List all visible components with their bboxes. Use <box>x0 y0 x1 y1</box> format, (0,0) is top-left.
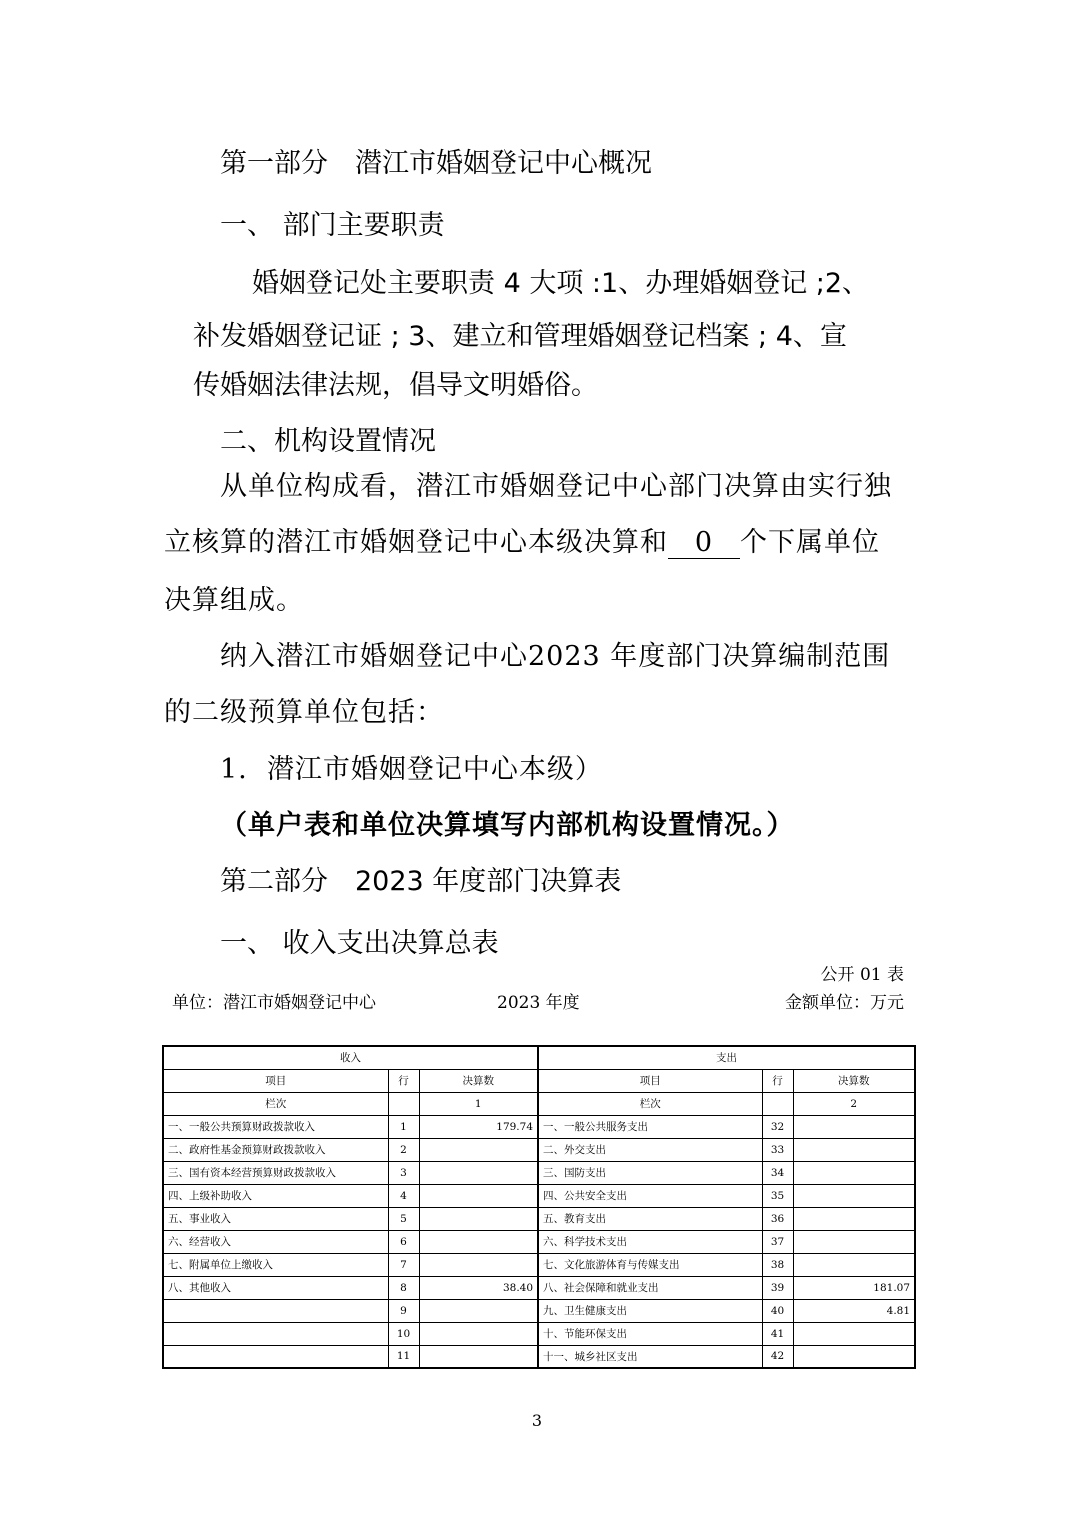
expense-amount <box>793 1253 915 1276</box>
expense-amount <box>793 1345 915 1368</box>
scope-para-line-2: 的二级预算单位包括： <box>164 697 444 728</box>
income-item: 一、一般公共预算财政拨款收入 <box>163 1115 388 1138</box>
org-para-line-1 <box>220 464 892 503</box>
income-item: 三、国有资本经营预算财政拨款收入 <box>163 1161 388 1184</box>
expense-row-no: 35 <box>762 1184 793 1207</box>
income-row-no: 10 <box>388 1322 419 1345</box>
scope-para-text: 纳入 <box>220 641 276 672</box>
income-item <box>163 1322 388 1345</box>
income-row-no: 11 <box>388 1345 419 1368</box>
expense-row-col: 行 <box>762 1069 793 1092</box>
expense-amount <box>793 1207 915 1230</box>
unit-name: 潜江市婚姻登记中心 <box>276 641 528 672</box>
income-item <box>163 1299 388 1322</box>
expense-item: 三、国防支出 <box>538 1161 762 1184</box>
expense-amount <box>793 1138 915 1161</box>
expense-amount <box>793 1184 915 1207</box>
part2-title: 第二部分 2023 年度部门决算表 <box>220 866 622 897</box>
income-item: 四、上级补助收入 <box>163 1184 388 1207</box>
org-para-line-3: 决算组成。 <box>164 585 304 616</box>
income-amount: 179.74 <box>419 1115 538 1138</box>
expense-row-no: 34 <box>762 1161 793 1184</box>
org-para-text: 部门决算由实行独 <box>668 471 892 502</box>
expense-amount: 181.07 <box>793 1276 915 1299</box>
org-para-text: 从单位构成看， <box>220 471 416 502</box>
unit-name: 潜江市婚姻登记中心 <box>266 754 519 785</box>
table-row <box>163 1299 915 1322</box>
table-unit: 单位：潜江市婚姻登记中心 <box>172 993 376 1013</box>
expense-item-col: 项目 <box>538 1069 762 1092</box>
income-amount <box>419 1207 538 1230</box>
expense-item: 九、卫生健康支出 <box>538 1299 762 1322</box>
income-item <box>163 1345 388 1368</box>
income-amount <box>419 1345 538 1368</box>
table-row <box>163 1184 915 1207</box>
expense-header: 支出 <box>538 1046 915 1069</box>
income-amount-col: 决算数 <box>419 1069 538 1092</box>
table-year: 2023 年度 <box>497 993 580 1013</box>
note-text: （单户表和单位决算填写内部机构设置情况。） <box>220 810 795 841</box>
scope-para-line-1 <box>220 634 890 673</box>
unit-name: 潜江市婚姻登记中心 <box>416 471 668 502</box>
expense-item: 八、社会保障和就业支出 <box>538 1276 762 1299</box>
income-amount: 38.40 <box>419 1276 538 1299</box>
table-code: 公开 01 表 <box>820 965 904 985</box>
budget-unit-list-item <box>220 747 603 786</box>
income-row-no: 2 <box>388 1138 419 1161</box>
list-item-suffix: 本级） <box>518 754 603 785</box>
table-row <box>163 1345 915 1368</box>
table-row <box>163 1253 915 1276</box>
income-expense-table <box>162 1045 916 1369</box>
org-para-text: 本级决算和 <box>528 527 668 558</box>
income-amount <box>419 1161 538 1184</box>
expense-seq-no: 2 <box>793 1092 915 1115</box>
table-row <box>163 1322 915 1345</box>
income-seq-row <box>388 1092 419 1115</box>
income-header: 收入 <box>163 1046 538 1069</box>
expense-row-no: 38 <box>762 1253 793 1276</box>
expense-item: 五、教育支出 <box>538 1207 762 1230</box>
income-row-no: 1 <box>388 1115 419 1138</box>
income-item-col: 项目 <box>163 1069 388 1092</box>
duties-line-3: 传婚姻法律法规，倡导文明婚俗。 <box>193 370 598 401</box>
table-row <box>163 1115 915 1138</box>
page-number: 3 <box>531 1411 543 1430</box>
income-row-no: 9 <box>388 1299 419 1322</box>
income-amount <box>419 1299 538 1322</box>
expense-row-no: 40 <box>762 1299 793 1322</box>
income-amount <box>419 1253 538 1276</box>
table-row <box>163 1138 915 1161</box>
table-row <box>163 1230 915 1253</box>
income-item: 五、事业收入 <box>163 1207 388 1230</box>
subordinate-count: 0 <box>668 528 740 559</box>
income-row-no: 7 <box>388 1253 419 1276</box>
table-seq-row <box>163 1092 915 1115</box>
expense-item: 一、一般公共服务支出 <box>538 1115 762 1138</box>
income-seq-no: 1 <box>419 1092 538 1115</box>
org-para-line-2 <box>164 520 880 559</box>
table-row <box>163 1161 915 1184</box>
expense-amount <box>793 1161 915 1184</box>
duties-line-2: 补发婚姻登记证 ; 3、建立和管理婚姻登记档案 ; 4、宣 <box>193 321 847 352</box>
income-amount <box>419 1184 538 1207</box>
org-para-text: 个下属单位 <box>740 527 880 558</box>
part1-title: 第一部分 潜江市婚姻登记中心概况 <box>220 148 652 179</box>
income-row-no: 6 <box>388 1230 419 1253</box>
income-row-col: 行 <box>388 1069 419 1092</box>
table-row <box>163 1207 915 1230</box>
expense-amount: 4.81 <box>793 1299 915 1322</box>
expense-row-no: 32 <box>762 1115 793 1138</box>
expense-seq-row <box>762 1092 793 1115</box>
income-row-no: 4 <box>388 1184 419 1207</box>
income-item: 七、附属单位上缴收入 <box>163 1253 388 1276</box>
table-row <box>163 1276 915 1299</box>
expense-item: 四、公共安全支出 <box>538 1184 762 1207</box>
expense-row-no: 36 <box>762 1207 793 1230</box>
income-row-no: 8 <box>388 1276 419 1299</box>
expense-item: 七、文化旅游体育与传媒支出 <box>538 1253 762 1276</box>
org-para-text: 立核算的 <box>164 527 276 558</box>
expense-item: 六、科学技术支出 <box>538 1230 762 1253</box>
expense-row-no: 39 <box>762 1276 793 1299</box>
table-amount-unit: 金额单位：万元 <box>785 993 904 1013</box>
income-item: 二、政府性基金预算财政拨款收入 <box>163 1138 388 1161</box>
expense-row-no: 37 <box>762 1230 793 1253</box>
scope-para-text: 2023 年度部门决算编制范围 <box>528 641 891 672</box>
income-item: 六、经营收入 <box>163 1230 388 1253</box>
part2-section1-heading: 一、 收入支出决算总表 <box>220 928 499 959</box>
expense-amount <box>793 1115 915 1138</box>
income-seq-label: 栏次 <box>163 1092 388 1115</box>
duties-line-1: 婚姻登记处主要职责 4 大项 :1、办理婚姻登记 ;2、 <box>252 268 870 299</box>
expense-row-no: 42 <box>762 1345 793 1368</box>
expense-seq-label: 栏次 <box>538 1092 762 1115</box>
expense-amount <box>793 1230 915 1253</box>
expense-item: 二、外交支出 <box>538 1138 762 1161</box>
part1-section2-heading: 二、机构设置情况 <box>220 426 436 457</box>
expense-amount <box>793 1322 915 1345</box>
part1-section1-heading: 一、 部门主要职责 <box>220 210 445 241</box>
expense-row-no: 41 <box>762 1322 793 1345</box>
expense-item: 十一、城乡社区支出 <box>538 1345 762 1368</box>
expense-amount-col: 决算数 <box>793 1069 915 1092</box>
table-column-row <box>163 1069 915 1092</box>
income-amount <box>419 1138 538 1161</box>
income-row-no: 3 <box>388 1161 419 1184</box>
income-amount <box>419 1230 538 1253</box>
expense-item: 十、节能环保支出 <box>538 1322 762 1345</box>
unit-name: 潜江市婚姻登记中心 <box>276 527 528 558</box>
income-amount <box>419 1322 538 1345</box>
income-row-no: 5 <box>388 1207 419 1230</box>
expense-row-no: 33 <box>762 1138 793 1161</box>
list-item-number: 1. <box>220 754 248 785</box>
table-header-row <box>163 1046 915 1069</box>
income-item: 八、其他收入 <box>163 1276 388 1299</box>
